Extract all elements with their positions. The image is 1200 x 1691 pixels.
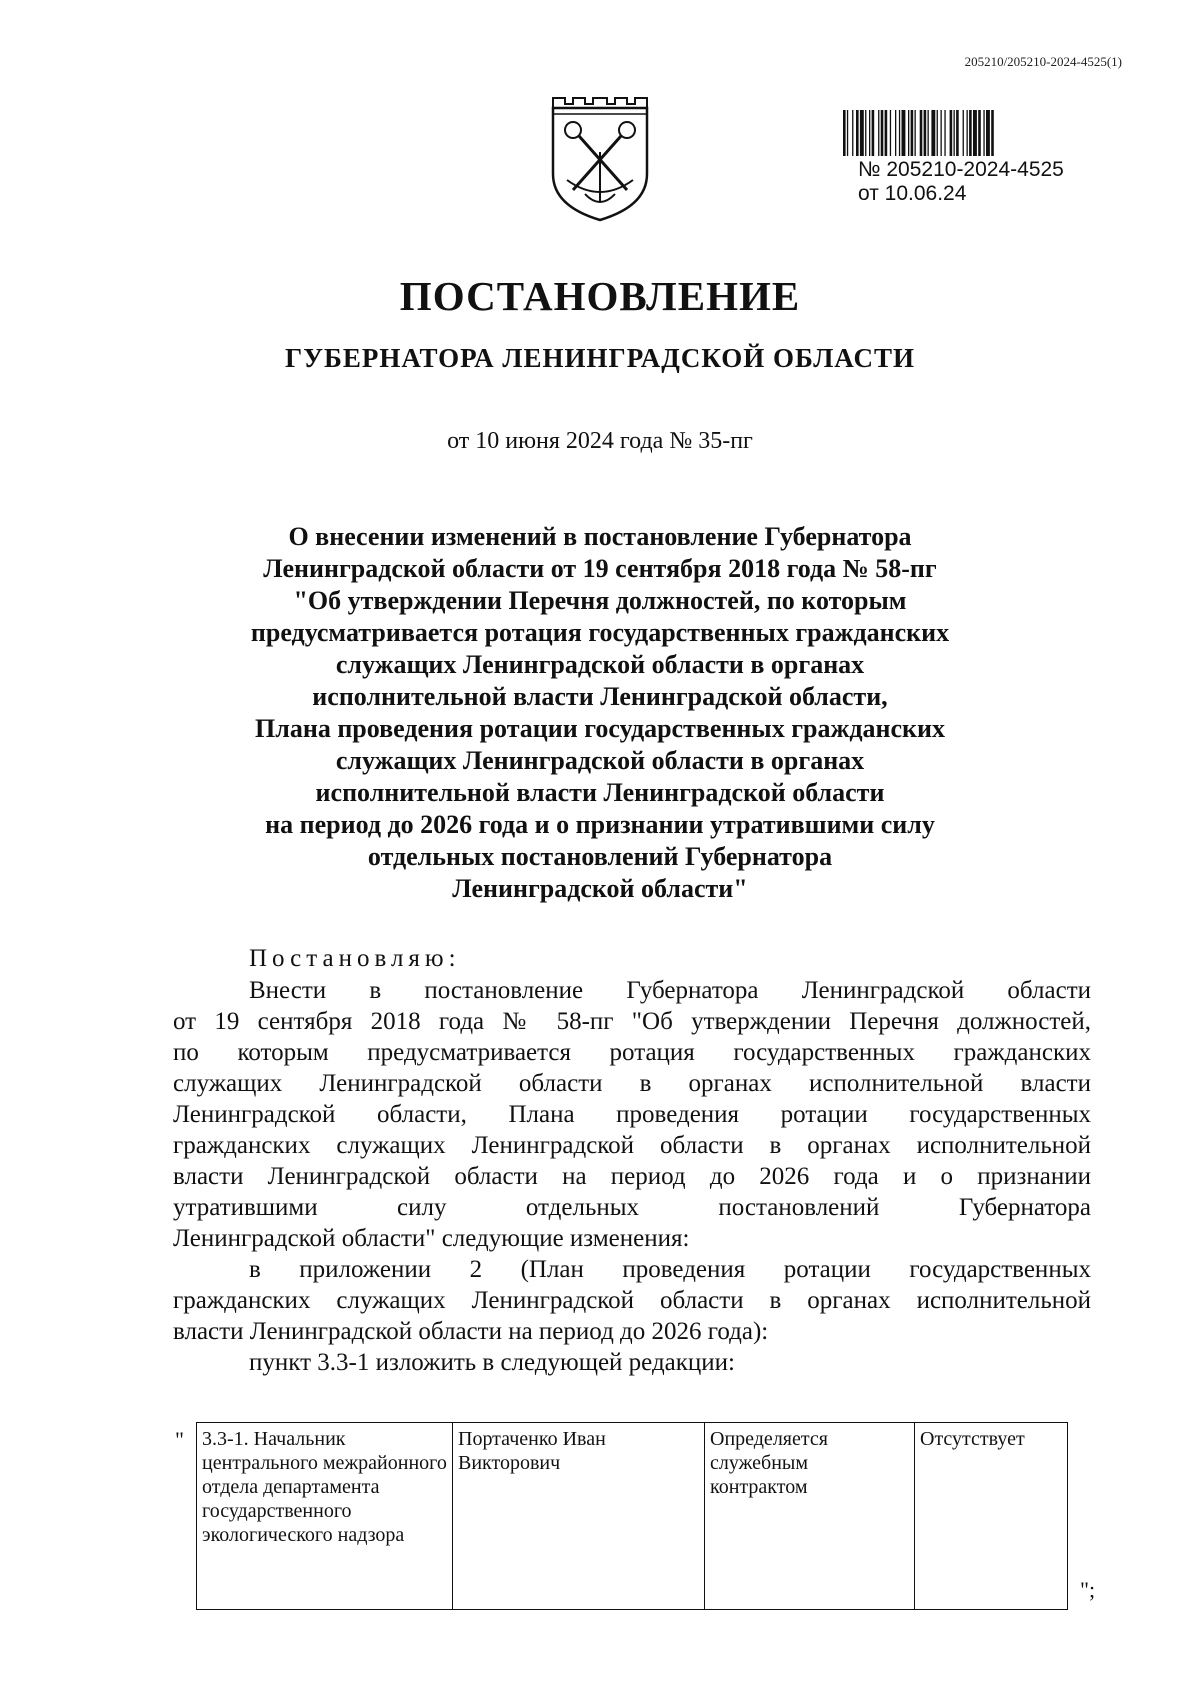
barcode-bar <box>878 110 879 156</box>
barcode-bar <box>895 110 896 156</box>
document-title: ПОСТАНОВЛЕНИЕ <box>399 273 801 319</box>
table-quote-close: "; <box>1080 1577 1096 1602</box>
heading-line: Ленинградской области от 19 сентября 2018 года № 58-пг <box>263 554 937 583</box>
heading-line: Плана проведения ротации государственных гражданских <box>255 714 945 743</box>
barcode-bar <box>963 110 964 156</box>
rotation-table <box>196 1422 1068 1610</box>
barcode-bar <box>941 110 942 156</box>
barcode-bar <box>847 110 848 156</box>
barcode-bar <box>924 110 927 156</box>
document-date-number: от 10 июня 2024 года № 35-пг <box>447 428 753 454</box>
coat-of-arms-icon <box>545 94 655 222</box>
document-reference: 205210/205210-2024-4525(1) <box>964 54 1122 69</box>
document-subtitle: ГУБЕРНАТОРА ЛЕНИНГРАДСКОЙ ОБЛАСТИ <box>285 343 915 373</box>
barcode-bar <box>944 110 945 156</box>
barcode-bar <box>899 110 900 156</box>
table-cell-position: 3.3-1. Начальник центрального межрайонного отдела департамента государственного экологического надзора <box>197 1423 453 1610</box>
table-quote-open: " <box>175 1427 184 1452</box>
table-row <box>197 1423 1068 1610</box>
barcode-image <box>843 110 1101 156</box>
body-line: в приложении 2 (План проведения ротации государственных <box>249 1256 1091 1283</box>
body-line: Ленинградской области" следующие изменения: <box>173 1225 690 1252</box>
barcode-bar <box>843 110 846 156</box>
registration-date: от 10.06.24 <box>858 182 967 205</box>
body-line: власти Ленинградской области на период до 2026 года): <box>173 1318 769 1345</box>
barcode-bar <box>954 110 955 156</box>
heading-line: отдельных постановлений Губернатора <box>367 842 833 871</box>
barcode-bar <box>902 110 906 156</box>
barcode-bar <box>950 110 953 156</box>
barcode-bar <box>983 110 984 156</box>
barcode-bar <box>931 110 935 156</box>
body-line: гражданских служащих Ленинградской области в органах исполнительной <box>173 1287 1091 1314</box>
heading-line: предусматривается ротация государственных гражданских <box>250 618 950 647</box>
body-line: пункт 3.3-1 изложить в следующей редакции: <box>249 1349 735 1376</box>
table-cell-person: Портаченко Иван Викторович <box>453 1423 705 1610</box>
barcode-bar <box>969 110 972 156</box>
barcode-bar <box>856 110 859 156</box>
barcode-bar <box>928 110 929 156</box>
barcode-bar <box>860 110 864 156</box>
table-cell-rotation: Отсутствует <box>915 1423 1068 1610</box>
barcode-bar <box>920 110 923 156</box>
barcode-bar <box>915 110 916 156</box>
barcode-bar <box>881 110 884 156</box>
body-line: власти Ленинградской области на период до 2026 года и о признании <box>173 1163 1091 1190</box>
body-line: утратившими силу отдельных постановлений Губернатора <box>173 1194 1091 1221</box>
barcode-bar <box>973 110 977 156</box>
body-text <box>173 975 1091 1378</box>
body-line: от 19 сентября 2018 года № 58-пг "Об утверждении Перечня должностей, <box>173 1008 1091 1035</box>
resolve-word: Постановляю: <box>249 945 461 972</box>
barcode-bar <box>908 110 909 156</box>
barcode-bar <box>978 110 981 156</box>
heading-line: служащих Ленинградской области в органах <box>335 746 865 775</box>
heading-line: исполнительной власти Ленинградской области <box>315 778 885 807</box>
registration-number: № 205210-2024-4525 <box>858 158 1064 181</box>
barcode-bar <box>986 110 990 156</box>
barcode-bar <box>869 110 870 156</box>
barcode-bar <box>890 110 891 156</box>
barcode-bar <box>885 110 888 156</box>
barcode-bar <box>852 110 853 156</box>
body-line: по которым предусматривается ротация государственных гражданских <box>173 1039 1091 1066</box>
table-cell-term: Определяется служебным контрактом <box>705 1423 915 1610</box>
barcode-bar <box>937 110 938 156</box>
barcode-bar <box>872 110 875 156</box>
barcode-bar <box>956 110 959 156</box>
resolution-heading <box>170 521 1030 905</box>
heading-line: служащих Ленинградской области в органах <box>335 650 865 679</box>
body-line: Ленинградской области, Плана проведения ротации государственных <box>173 1101 1091 1128</box>
body-line: Внести в постановление Губернатора Ленинградской области <box>249 977 1091 1004</box>
heading-line: на период до 2026 года и о признании утратившими силу <box>265 810 935 839</box>
barcode-bar <box>865 110 866 156</box>
barcode-bar <box>991 110 994 156</box>
heading-line: исполнительной власти Ленинградской области, <box>312 682 888 711</box>
heading-line: "Об утверждении Перечня должностей, по которым <box>293 586 907 615</box>
heading-line: Ленинградской области" <box>452 874 748 903</box>
registration-stamp <box>858 158 1064 206</box>
barcode-bar <box>911 110 914 156</box>
barcode-bar <box>967 110 968 156</box>
heading-line: О внесении изменений в постановление Губернатора <box>288 522 912 551</box>
body-line: гражданских служащих Ленинградской области в органах исполнительной <box>173 1132 1091 1159</box>
body-line: служащих Ленинградской области в органах исполнительной власти <box>173 1070 1091 1097</box>
